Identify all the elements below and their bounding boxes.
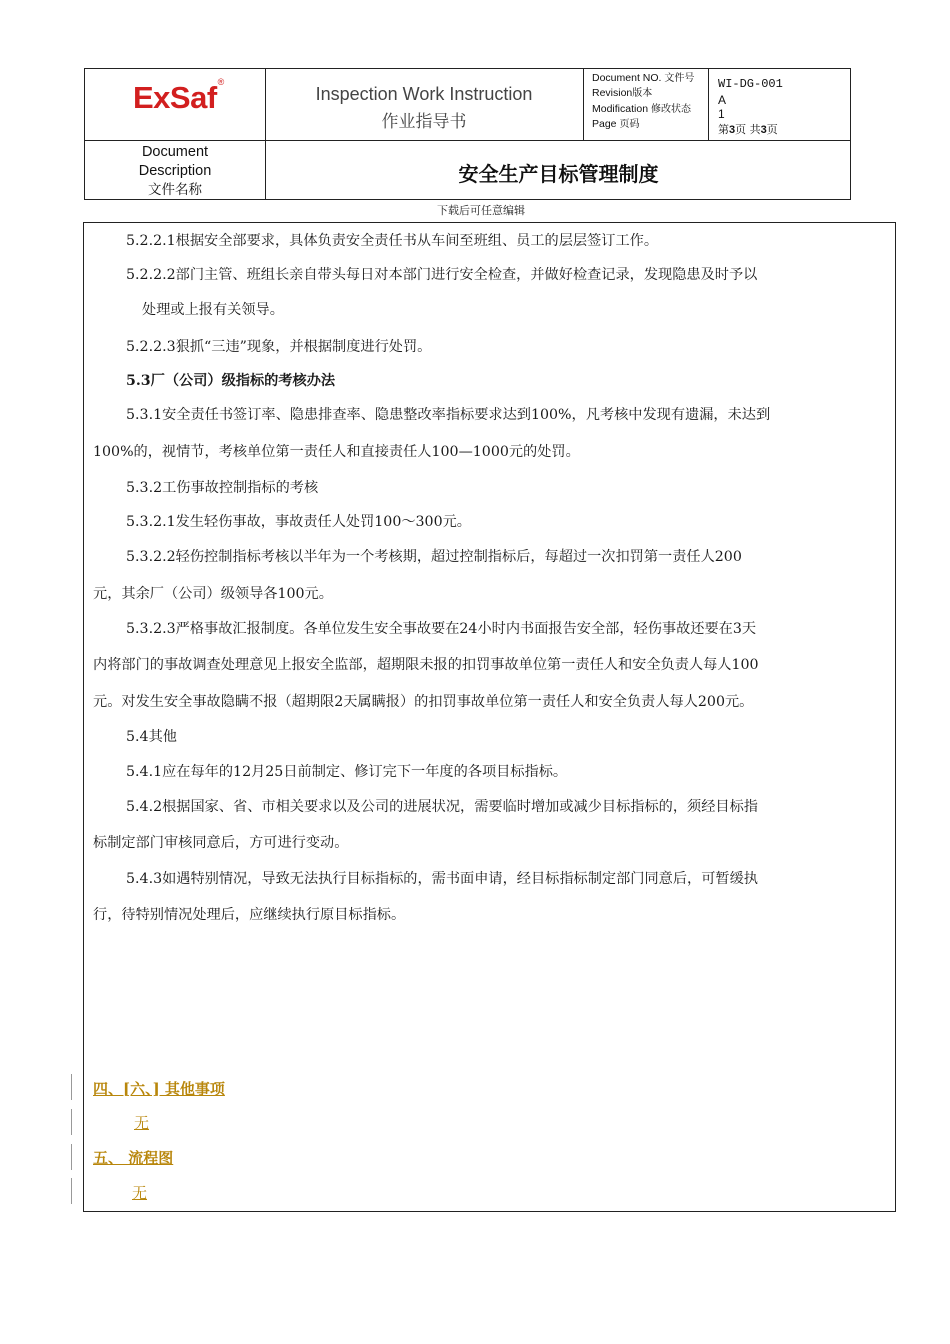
page-prefix: 第: [718, 123, 729, 136]
paragraph-line: 5.3.2.3严格事故汇报制度。各单位发生安全事故要在24小时内书面报告安全部，轻伤事故还要在3天: [126, 621, 757, 637]
modification-label: Modification: [592, 102, 649, 115]
company-logo: [133, 76, 224, 116]
paragraph-line: 100%的，视情节，考核单位第一责任人和直接责任人100—1000元的处罚。: [93, 444, 580, 460]
page-current: 3: [729, 124, 736, 136]
revision-value: A: [718, 93, 727, 107]
page-label-zh: 页码: [619, 118, 640, 130]
paragraph-line: 5.4.1应在每年的12月25日前制定、修订完下一年度的各项目标指标。: [126, 764, 568, 780]
header-divider: [708, 68, 709, 141]
document-description-label: [85, 143, 265, 200]
desc-zh: 文件名称: [148, 182, 202, 198]
paragraph-line: 元。对发生安全事故隐瞒不报（超期限2天属瞒报）的扣罚事故单位第一责任人和安全负责人每人200元。: [93, 694, 754, 710]
paragraph-line: 内将部门的事故调查处理意见上报安全监部，超期限未报的扣罚事故单位第一责任人和安全负责人每人100: [93, 657, 759, 673]
paragraph-line: 5.3.2.2轻伤控制指标考核以半年为一个考核期，超过控制指标后，每超过一次扣罚第一责任人200: [126, 549, 742, 565]
header-divider: [583, 68, 584, 141]
desc-en-2: Description: [138, 163, 212, 179]
logo-text: ExSaf: [133, 80, 217, 115]
revision-bar: [71, 1144, 72, 1170]
page-total: 3: [760, 124, 767, 136]
paragraph-line: 5.3.1安全责任书签订率、隐患排查率、隐患整改率指标要求达到100%，凡考核中发现有遗漏，未达到: [126, 407, 771, 423]
paragraph-line: 5.3.2.1发生轻伤事故，事故责任人处罚100～300元。: [126, 514, 471, 530]
paragraph-line: 标制定部门审核同意后，方可进行变动。: [93, 835, 349, 851]
revision-bar: [71, 1178, 72, 1204]
doc-no-label-zh: 文件号: [664, 73, 695, 84]
paragraph-line: 5.4.2根据国家、省、市相关要求以及公司的进展状况，需要临时增加或减少目标指标的，须经目标指: [126, 799, 758, 815]
paragraph-line: 5.2.2.3狠抓“三违”现象，并根据制度进行处罚。: [126, 339, 432, 355]
doc-no-value: WI-DG-001: [718, 77, 783, 91]
doc-no-label: Document NO.: [592, 72, 662, 84]
registered-mark: ®: [217, 76, 224, 87]
revision-bar: [71, 1074, 72, 1100]
section-heading: 5.3厂（公司）级指标的考核办法: [126, 373, 336, 389]
paragraph-line: 5.4.3如遇特别情况，导致无法执行目标指标的，需书面申请，经目标指标制定部门同意后，可暂缓执: [126, 871, 758, 887]
paragraph-line: 5.3.2工伤事故控制指标的考核: [126, 480, 319, 496]
section-heading: 5.4其他: [126, 729, 177, 745]
desc-en-1: Document: [141, 144, 209, 160]
section-flowchart-body[interactable]: 无: [132, 1184, 148, 1202]
download-note: 下载后可任意编辑: [437, 204, 525, 217]
title-english: Inspection Work Instruction: [315, 84, 533, 104]
section-other-matters-link[interactable]: 四、[六、] 其他事项: [93, 1080, 225, 1098]
section-flowchart-link[interactable]: 五、 流程图: [93, 1149, 174, 1167]
paragraph-line: 5.2.2.1根据安全部要求，具体负责安全责任书从车间至班组、员工的层层签订工作。: [126, 233, 659, 249]
revision-label-zh: 版本: [632, 88, 653, 100]
revision-label: Revision: [592, 87, 633, 100]
revision-bar: [71, 1109, 72, 1135]
paragraph-line: 处理或上报有关领导。: [142, 302, 284, 318]
modification-value: 1: [718, 107, 725, 121]
page-value: [718, 121, 778, 137]
page-suffix: 页: [766, 123, 778, 136]
header-divider: [84, 140, 851, 141]
paragraph-line: 行，待特别情况处理后，应继续执行原目标指标。: [93, 907, 406, 923]
document-name: 安全生产目标管理制度: [458, 164, 659, 186]
paragraph-line: 元，其余厂（公司）级领导各100元。: [93, 586, 333, 602]
page-label: Page: [592, 117, 617, 130]
page-mid: 页 共: [735, 123, 761, 136]
paragraph-line: 5.2.2.2部门主管、班组长亲自带头每日对本部门进行安全检查，并做好检查记录，发现隐患及时予以: [126, 267, 758, 283]
title-chinese: 作业指导书: [381, 112, 467, 132]
meta-labels: [592, 71, 704, 132]
modification-label-zh: 修改状态: [650, 103, 691, 115]
section-other-matters-body[interactable]: 无: [134, 1114, 150, 1132]
